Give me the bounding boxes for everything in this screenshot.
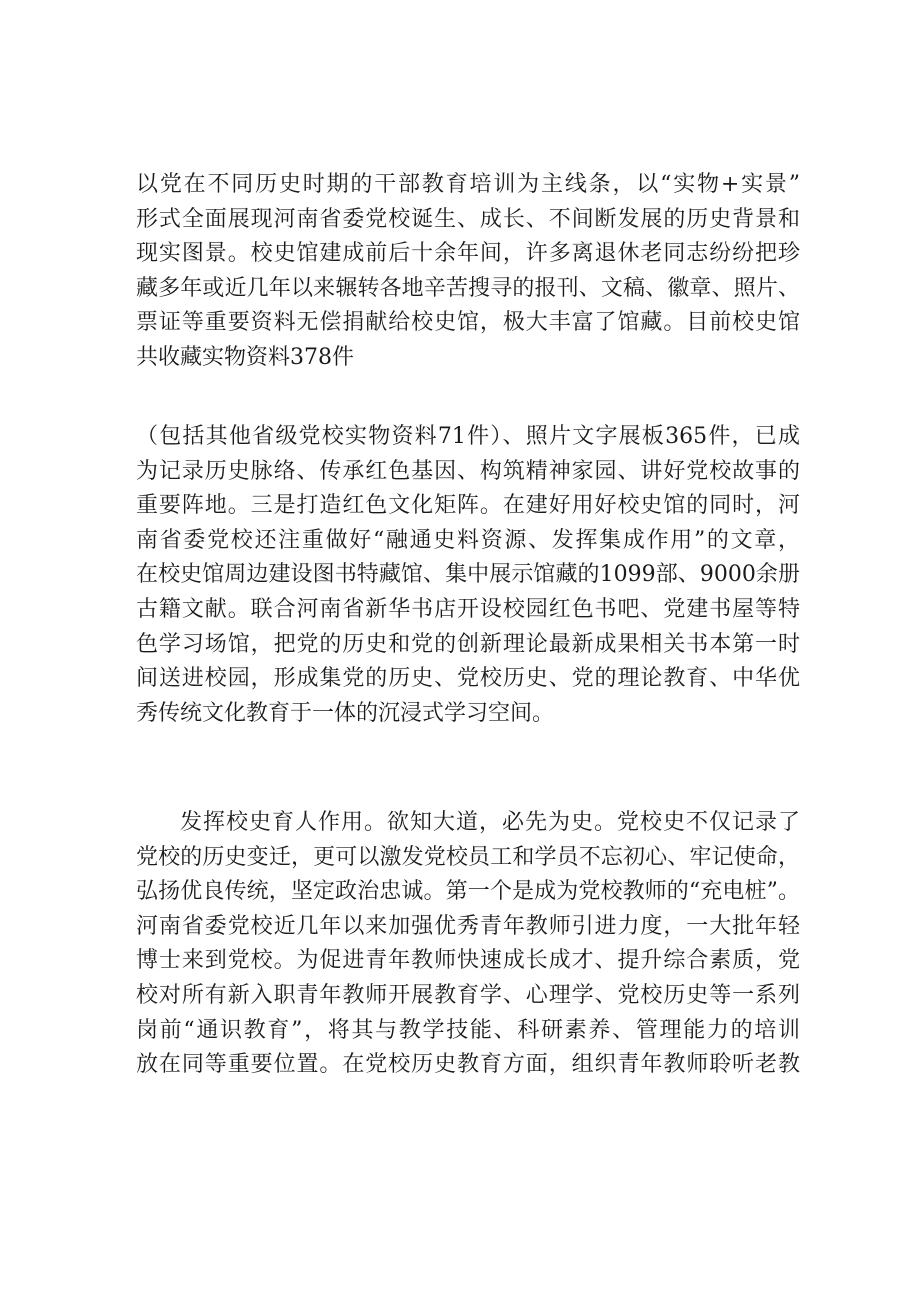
text-line: （包括其他省级党校实物资料71件）、照片文字展板365件，已成: [136, 424, 800, 449]
text-line: 间送进校园，形成集党的历史、党校历史、党的理论教育、中华优: [136, 666, 800, 692]
text-line: 以党在不同历史时期的干部教育培训为主线条，以“实物+实景”: [136, 172, 800, 197]
text-line: 共收藏实物资料378件: [136, 344, 354, 370]
text-line: 秀传统文化教育于一体的沉浸式学习空间。: [136, 700, 555, 726]
paragraph-red-culture-matrix: [136, 420, 800, 731]
text-line: 岗前“通识教育”，将其与教学技能、科研素养、管理能力的培训: [136, 1017, 800, 1043]
paragraph-school-history-education: [136, 806, 800, 1083]
text-line: 放在同等重要位置。在党校历史教育方面，组织青年教师聆听老教: [136, 1052, 800, 1078]
text-line: 校对所有新入职青年教师开展教育学、心理学、党校历史等一系列: [136, 982, 800, 1008]
text-line: 党校的历史变迁，更可以激发党校员工和学员不忘初心、牢记使命，: [136, 844, 800, 870]
text-line: 形式全面展现河南省委党校诞生、成长、不间断发展的历史背景和: [136, 206, 800, 232]
text-line: 现实图景。校史馆建成前后十余年间，许多离退休老同志纷纷把珍: [136, 241, 800, 267]
text-line: 在校史馆周边建设图书特藏馆、集中展示馆藏的1099部、9000余册: [136, 562, 800, 588]
text-line: 南省委党校还注重做好“融通史料资源、发挥集成作用”的文章，: [136, 527, 800, 553]
text-line: 为记录历史脉络、传承红色基因、构筑精神家园、讲好党校故事的: [136, 458, 800, 484]
text-line: 重要阵地。三是打造红色文化矩阵。在建好用好校史馆的同时，河: [136, 493, 800, 519]
text-line: 发挥校史育人作用。欲知大道，必先为史。党校史不仅记录了: [180, 810, 800, 835]
text-line: 河南省委党校近几年以来加强优秀青年教师引进力度，一大批年轻: [136, 913, 800, 939]
text-line: 古籍文献。联合河南省新华书店开设校园红色书吧、党建书屋等特: [136, 596, 800, 622]
text-line: 藏多年或近几年以来辗转各地辛苦搜寻的报刊、文稿、徽章、照片、: [136, 275, 800, 301]
text-line: 票证等重要资料无偿捐献给校史馆，极大丰富了馆藏。目前校史馆: [136, 310, 800, 336]
text-line: 博士来到党校。为促进青年教师快速成长成才、提升综合素质，党: [136, 948, 800, 974]
text-line: 色学习场馆，把党的历史和党的创新理论最新成果相关书本第一时: [136, 631, 800, 657]
text-line: 弘扬优良传统，坚定政治忠诚。第一个是成为党校教师的“充电桩”。: [136, 879, 800, 905]
paragraph-museum-collection: [136, 168, 800, 376]
